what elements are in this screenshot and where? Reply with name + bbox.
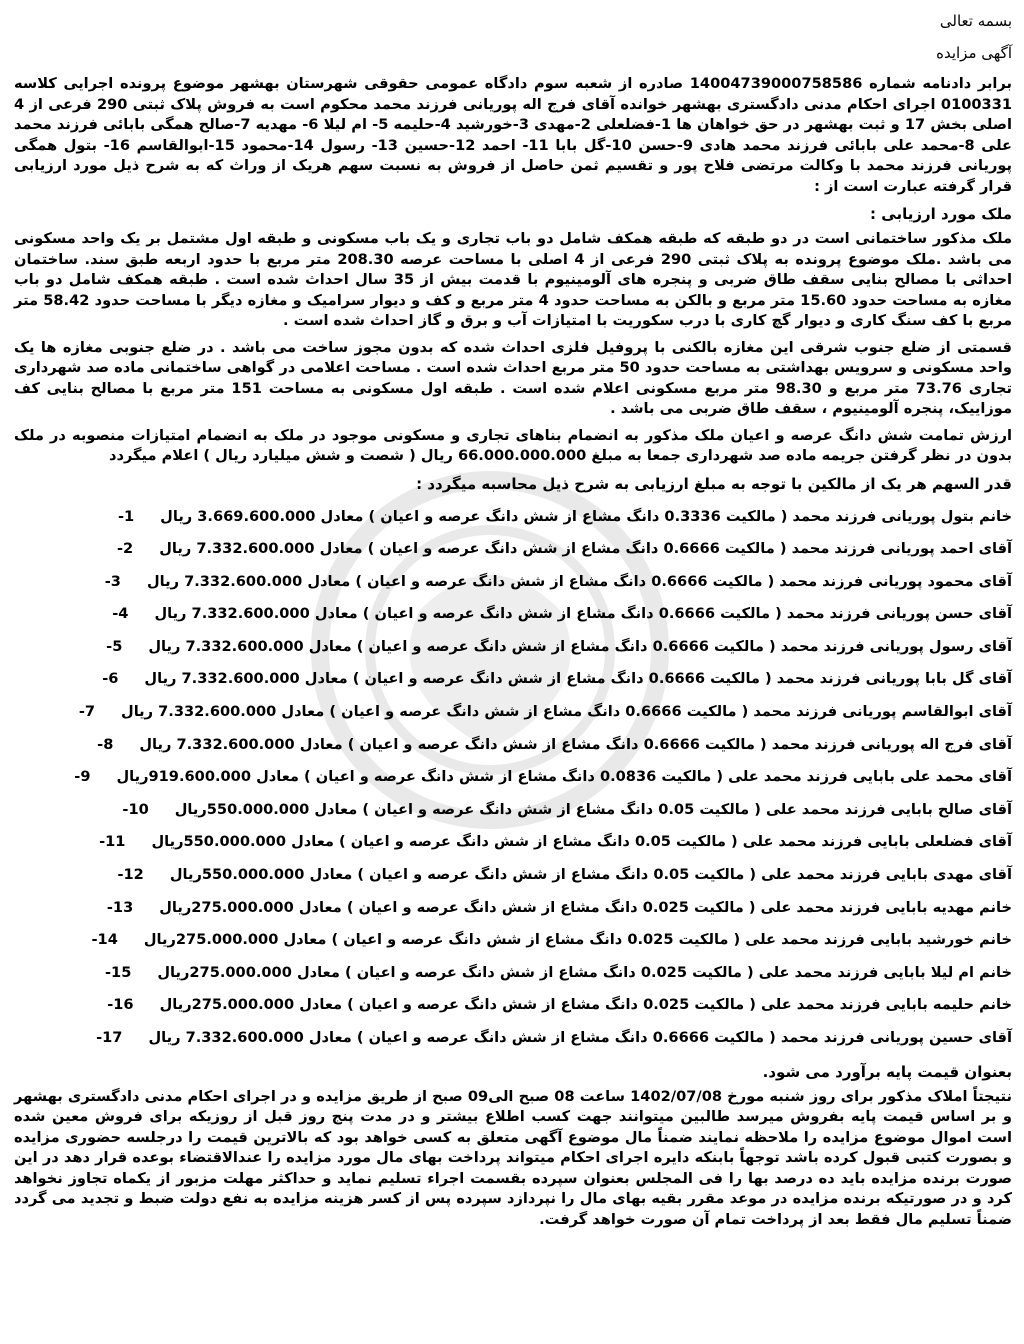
share-item: آقای محمود پوریانی فرزند محمد ( مالکیت 0.6666 دانگ مشاع از شش دانگ عرصه و اعیان ) معادل 7.332.600.000 ریال3- (104, 572, 1012, 590)
share-item: خانم خورشید بابایی فرزند محمد علی ( مالکیت 0.025 دانگ مشاع از شش دانگ عرصه و اعیان ) معادل 275.000.000ریال14- (91, 931, 1012, 949)
share-item: آقای فرج اله پوریانی فرزند محمد ( مالکیت 0.6666 دانگ مشاع از شش دانگ عرصه و اعیان ) معادل 7.332.600.000 ریال8- (97, 735, 1012, 753)
valuation-paragraph: ارزش تمامت شش دانگ عرصه و اعیان ملک مذکور به انضمام بناهای تجاری و مسکونی موجود در ملک به انضمام امتیازات منصوبه در ملک بدون در نظر گرفتن جریمه ماده صد شهرداری جمعا به مبلغ 66.000.000.000 ریال ( شصت و شش میلیارد ریال ) اعلام میگردد (14, 426, 1012, 464)
shares-list (14, 501, 1012, 1055)
share-item: آقای مهدی بابایی فرزند محمد علی ( مالکیت 0.05 دانگ مشاع از شش دانگ عرصه و اعیان ) معادل 550.000.000ریال12- (117, 866, 1012, 884)
share-item: خانم حلیمه بابایی فرزند محمد علی ( مالکیت 0.025 دانگ مشاع از شش دانگ عرصه و اعیان ) معادل 275.000.000ریال16- (107, 996, 1012, 1014)
base-price-note: بعنوان قیمت پایه برآورد می شود. (762, 1062, 1012, 1081)
share-item: خانم مهدیه بابایی فرزند محمد علی ( مالکیت 0.025 دانگ مشاع از شش دانگ عرصه و اعیان ) معادل 275.000.000ریال13- (106, 898, 1012, 916)
share-item: آقای فضلعلی بابایی فرزند محمد علی ( مالکیت 0.05 دانگ مشاع از شش دانگ عرصه و اعیان ) معادل 550.000.000ریال11- (99, 833, 1012, 851)
share-item: آقای رسول پوریانی فرزند محمد ( مالکیت 0.6666 دانگ مشاع از شش دانگ عرصه و اعیان ) معادل 7.332.600.000 ریال5- (106, 637, 1012, 655)
notice-title: آگهی مزایده (936, 44, 1012, 62)
intro-paragraph: برابر دادنامه شماره 14004739000758586 صادره از شعبه سوم دادگاه عمومی حقوقی شهرستان بهشهر موضوع پرونده اجرایی کلاسه 0100331 اجرای احکام مدنی دادگستری بهشهر خوانده آقای فرج اله پوریانی فرزند محمد محکوم است به فروش پلاک ثبتی 290 فرعی از 4 اصلی بخش 17 و ثبت بهشهر در حق خواهان ها 1-فضلعلی 2-مهدی 3-خورشید 4-حلیمه 5- ام لیلا 6- مهدیه 7-صالح همگی بابائی فرزند محمد علی 8-محمد علی بابائی فرزند محمد هادی 9-حسن 10-گل بابا 11- احمد 12-حسین 13- رسول 14-محمود 15-ابوالقاسم 16- بتول همگی پوریانی فرزند محمد با وکالت مرتضی فلاح پور و تقسیم ثمن حاصل از فروش به نسبت سهم هریک از وراث که به شرح ذیل مورد ارزیابی قرار گرفته عبارت است از : (14, 75, 1013, 195)
share-item: آقای صالح بابایی فرزند محمد علی ( مالکیت 0.05 دانگ مشاع از شش دانگ عرصه و اعیان ) معادل 550.000.000ریال10- (122, 800, 1012, 818)
share-item: آقای گل بابا پوریانی فرزند محمد ( مالکیت 0.6666 دانگ مشاع از شش دانگ عرصه و اعیان ) معادل 7.332.600.000 ریال6- (102, 670, 1012, 688)
share-item: خانم بتول پوریانی فرزند محمد ( مالکیت 0.3336 دانگ مشاع از شش دانگ عرصه و اعیان ) معادل 3.669.600.000 ریال1- (117, 507, 1012, 525)
share-item: آقای حسین پوریانی فرزند محمد ( مالکیت 0.6666 دانگ مشاع از شش دانگ عرصه و اعیان ) معادل 7.332.600.000 ریال17- (96, 1029, 1012, 1046)
description-paragraph-2: قسمتی از ضلع جنوب شرقی این مغازه بالکنی با پروفیل فلزی احداث شده که بدون مجوز ساخت می باشد . در ضلع جنوبی مغازه ها یک واحد مسکونی و سرویس بهداشتی به مساحت حدود 50 متر مربع احداث شده است . مساحت اعلامی در گواهی ساختمانی ماده صد شهرداری تجاری 73.76 متر مربع و 98.30 متر مربع مسکونی اعلام شده است . طبقه اول مسکونی به مساحت 151 متر مربع با مصالح بنایی کف موزاییک، پنجره آلومینیوم ، سقف طاق ضربی می باشد . (14, 338, 1013, 417)
share-item: آقای ابوالقاسم پوریانی فرزند محمد ( مالکیت 0.6666 دانگ مشاع از شش دانگ عرصه و اعیان ) معادل 7.332.600.000 ریال7- (78, 703, 1012, 721)
shares-heading: قدر السهم هر یک از مالکین با توجه به مبلغ ارزیابی به شرح ذیل محاسبه میگردد : (416, 474, 1012, 493)
share-item: آقای محمد علی بابایی فرزند محمد علی ( مالکیت 0.0836 دانگ مشاع از شش دانگ عرصه و اعیان ) معادل 919.600.000ریال9- (74, 768, 1012, 786)
property-heading: ملک مورد ارزیابی : (870, 205, 1012, 223)
description-paragraph-1: ملک مذکور ساختمانی است در دو طبقه که طبقه همکف شامل دو باب تجاری و یک باب مسکونی و طبقه اول مشتمل بر یک واحد مسکونی می باشد .ملک موضوع پرونده به پلاک ثبتی 290 فرعی از 4 اصلی با مساحت عرصه 208.30 متر مربع با حدود اربعه طبق سند. ساختمان احداثی با مصالح بنایی سقف طاق ضربی و پنجره های آلومینیوم با قدمت بیش از 35 سال احداث شده است . طبقه همکف شامل دو باب مغازه به مساحت حدود 15.60 متر مربع و بالکن به مساحت حدود 4 متر مربع و کف و دیوار سرامیک و مغازه دیگر با مساحت حدود 58.42 متر مربع با کف سنگ کاری و دیوار گچ کاری با درب سکوریت با امتیازات آب و برق و گاز احداث شده است . (14, 230, 1012, 329)
share-item: آقای احمد پوریانی فرزند محمد ( مالکیت 0.6666 دانگ مشاع از شش دانگ عرصه و اعیان ) معادل 7.332.600.000 ریال2- (116, 540, 1012, 558)
bismillah-heading: بسمه تعالی (939, 12, 1012, 30)
share-item: خانم ام لیلا بابایی فرزند محمد علی ( مالکیت 0.025 دانگ مشاع از شش دانگ عرصه و اعیان ) معادل 275.000.000ریال15- (104, 963, 1012, 981)
share-item: آقای حسن پوریانی فرزند محمد ( مالکیت 0.6666 دانگ مشاع از شش دانگ عرصه و اعیان ) معادل 7.332.600.000 ریال4- (112, 605, 1012, 623)
conclusion-paragraph: نتیجتاً املاک مذکور برای روز شنبه مورخ 1402/07/08 ساعت 08 صبح الی09 صبح از طریق مزایده و در اجرای احکام مدنی دادگستری بهشهر و بر اساس قیمت پایه بفروش میرسد طالبین میتوانند جهت کسب اطلاع بیشتر و در مدت پنج روز قبل از روزیکه برای فروش معین شده است اموال موضوع مزایده را ملاحظه نمایند ضمناً مال موضوع آگهی متعلق به کسی خواهد بود که بالاترین قیمت را درجلسه حضوری مزایده و بصورت کتبی قبول کرده باشد توجهاً بابنکه دایره اجرای احکام میتواند پرداخت بهای مال مورد مزایده را عندالاقتضاء بوعده قرار دهد در این صورت برنده مزایده باید ده درصد بها را فی المجلس بعنوان سپرده بقسمت اجراء تسلیم نماید و حداکثر مهلت مزبور از یکماه تجاوز نخواهد کرد و در صورتیکه برنده مزایده در موعد مقرر بقیه بهای مال را نپردازد سپرده پس از کسر هزینه مزایده به نفع دولت ضبط و تجدید می گردد ضمناً تسلیم مال فقط بعد از پرداخت تمام آن صورت خواهد گرفت. (14, 1087, 1012, 1228)
